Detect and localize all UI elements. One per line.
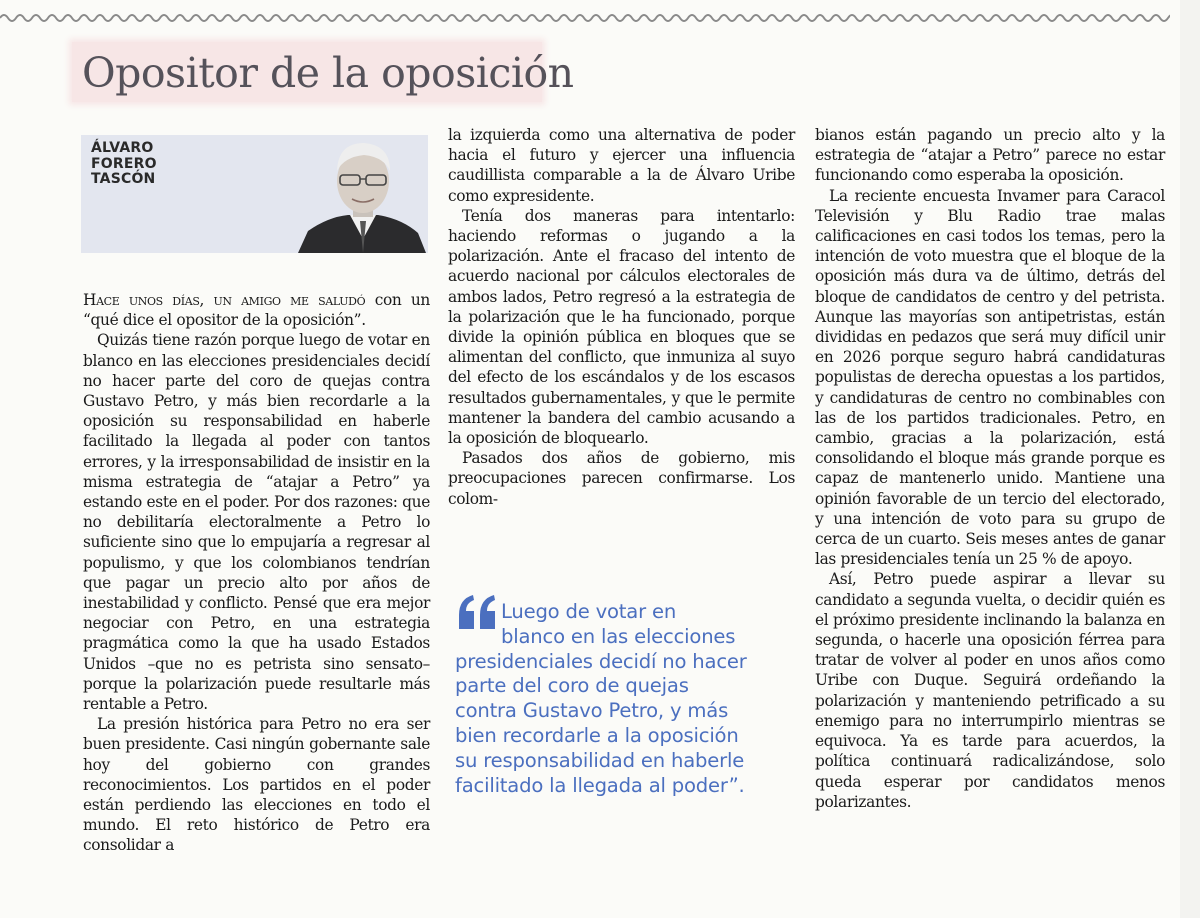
- article-column-2: [448, 125, 795, 509]
- pull-quote-line: bien recordarle a la oposición: [455, 723, 739, 747]
- paragraph: bianos están pagando un precio alto y la estrategia de “atajar a Petro” parece no estar funcionando como esperaba la oposición.: [815, 126, 1165, 185]
- paragraph: Tenía dos maneras para intentarlo: haciendo reformas o jugando a la polarización. Ante el fracaso del intento de acuerdo nacional por cálculos electorales de ambos lados, Petro regresó a la estrategia de la polarización que le ha funcionado, porque divide la opinión pública en bloques que se alimentan del conflicto, que inmuniza al suyo del efecto de los escándalos y de los escasos resultados gubernamentales, y que le permite mantener la bandera del cambio acusando a la oposición de bloquearlo.: [448, 206, 795, 448]
- paragraph: Pasados dos años de gobierno, mis preocupaciones parecen confirmarse. Los colom-: [448, 449, 795, 508]
- lead-in: Hace unos días, un amigo me saludó: [83, 291, 366, 309]
- author-box: [81, 135, 428, 253]
- pull-quote-line: facilitado la llegada al poder”.: [455, 773, 745, 797]
- author-name-line: ÁLVARO: [91, 140, 154, 156]
- paragraph: la izquierda como una alternativa de poder hacia el futuro y ejercer una influencia caudillista comparable a la de Álvaro Uribe como expresidente.: [448, 126, 795, 205]
- paragraph-text: con un “qué dice el opositor de la oposición”.: [83, 291, 430, 330]
- pull-quote: [455, 600, 795, 798]
- pull-quote-line: su responsabilidad en haberle: [455, 748, 745, 772]
- pull-quote-line: presidenciales decidí no hacer: [455, 649, 747, 673]
- article-column-3: [815, 125, 1165, 812]
- paragraph: Quizás tiene razón porque luego de votar en blanco en las elecciones presidenciales decidí no hacer parte del coro de quejas contra Gustavo Petro, y más bien recordarle a la oposición su responsabilidad en haberle facilitado la llegada al poder con tantos errores, y la irresponsabilidad de insistir en la misma estrategia de “atajar a Petro” ya estando este en el poder. Por dos razones: que no debilitaría electoralmente a Petro lo suficiente sino que lo empujaría a regresar al populismo, y que los colombianos tendrían que pagar un precio alto por años de inestabilidad y conflicto. Pensé que era mejor negociar con Petro, en una estrategia pragmática como la que ha usado Estados Unidos –que no es petrista sino sensato– porque la polarización puede resultarle más rentable a Petro.: [83, 331, 430, 714]
- author-name-line: TASCÓN: [91, 171, 156, 187]
- author-name: [91, 141, 157, 188]
- pull-quote-line: contra Gustavo Petro, y más: [455, 699, 729, 723]
- author-name-line: FORERO: [91, 155, 157, 172]
- adjacent-page-edge: [1180, 0, 1200, 918]
- paragraph: La presión histórica para Petro no era ser buen presidente. Casi ningún gobernante sale hoy del gobierno con grandes reconocimientos. Los partidos en el poder están perdiendo las elecciones en todo el mundo. El reto histórico de Petro era consolidar a: [83, 715, 430, 855]
- pull-quote-line: Luego de votar en: [501, 600, 677, 623]
- headline: Opositor de la oposición: [82, 49, 574, 97]
- article-column-1: [83, 290, 430, 856]
- paragraph: La reciente encuesta Invamer para Caracol Televisión y Blu Radio trae malas calificaciones en casi todos los temas, pero la intención de voto muestra que el bloque de la oposición más dura va de último, detrás del bloque de candidatos de centro y del petrista. Aunque las mayorías son antipetristas, están divididas en pedazos que será muy difícil unir en 2026 porque seguro habrá candidaturas populistas de derecha opuestas a los partidos, y candidaturas de centro no combinables con las de los partidos tradicionales. Petro, en cambio, gracias a la polarización, está consolidando el bloque más grande porque es capaz de mantenerlo unido. Mantiene una opinión favorable de un tercio del electorado, y una intención de voto para su grupo de cerca de un cuarto. Seis meses antes de ganar las presidenciales tenía un 25 % de apoyo.: [815, 186, 1165, 569]
- pull-quote-line: blanco en las elecciones: [501, 624, 736, 648]
- paragraph: Así, Petro puede aspirar a llevar su candidato a segunda vuelta, o decidir quién es el próximo presidente inclinando la balanza en segunda, o hacerle una oposición férrea para tratar de volver al poder en unos años como Uribe con Duque. Seguirá ordeñando la polarización y manteniendo petrificado a su enemigo para no interrumpirlo mientras se equivoca. Ya es tarde para acuerdos, la política continuará radicalizándose, solo queda esperar por candidatos menos polarizantes.: [815, 570, 1165, 811]
- paragraph: [83, 290, 430, 330]
- decorative-wavy-rule: [0, 8, 1170, 28]
- author-portrait: [298, 135, 428, 253]
- pull-quote-line: parte del coro de quejas: [455, 674, 689, 698]
- pull-quote-text: [455, 600, 795, 798]
